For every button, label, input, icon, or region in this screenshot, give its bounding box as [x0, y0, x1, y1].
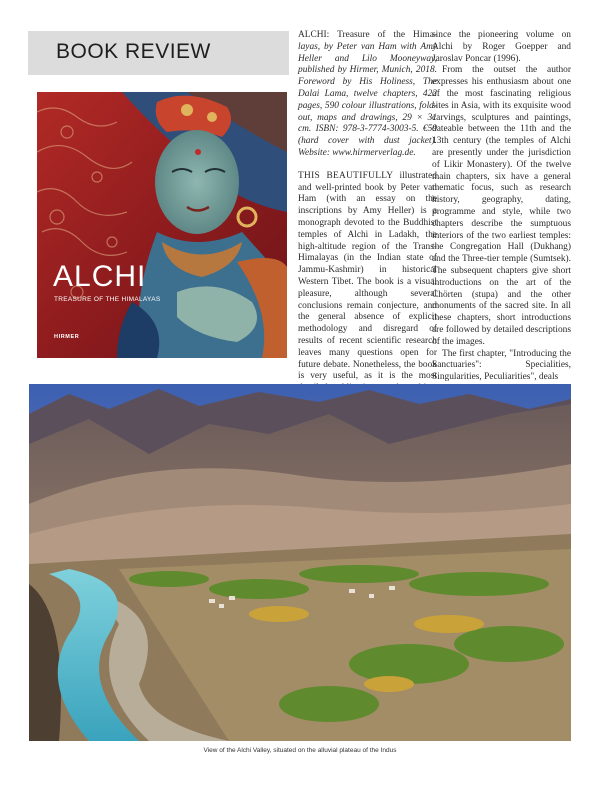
article-column-1 [298, 30, 437, 380]
section-title: BOOK REVIEW [56, 40, 211, 63]
paragraph-1 [298, 171, 437, 407]
paragraph-1-lead: THIS BEAUTIFULLY [298, 170, 394, 181]
cover-title: ALCHI [53, 260, 147, 293]
book-cover-image [37, 92, 287, 358]
article-column-2 [432, 30, 571, 383]
paragraph-3: The first chapter, "Introducing the Sanctuaries": Specialities, Singularities, Peculiarities", deals [432, 348, 571, 383]
paragraph-1-continued: since the pioneering volume on Alchi by Roger Goepper and Jaroslav Poncar (1996). [432, 30, 571, 64]
biblio-details: layas, by Peter van Ham with Amy Heller and Lilo Mooneyway, published by Hirmer, Munich, 2018. Foreword by His Holiness, The Dalai Lama, twelve chapters, 422 pages, 590 colour illustrations, fold-out, maps and drawings, 29 × 31 cm. ISBN: 978-3-7774-3003-5. €59 (hard cover with dust jacket). Website: www. [298, 41, 437, 158]
cover-painting-illustration [37, 92, 287, 358]
biblio-lead: ALCHI: Treasure of the Hima- [298, 30, 437, 40]
alchi-valley-photo [29, 384, 571, 741]
photo-caption: View of the Alchi Valley, situated on the alluvial plateau of the Indus [203, 747, 397, 754]
cover-subtitle: TREASURE OF THE HIMALAYAS [54, 296, 161, 303]
biblio-website: hirmerverlag.de. [352, 147, 416, 158]
cover-publisher-logo: HIRMER [54, 334, 80, 340]
paragraph-2: From the outset the author expresses his enthusiasm about one of the most fascinating religious sites in Asia, with its exquisite wood carvings, sculptures and paintings, dateable between the 11th and the 13th century (the temples of Alchi are presently under the jurisdiction of Likir Monastery). Of the twelve main chapters, six have a general thematic focus, such as research history, geography, dating, programme and style, while two chapters describe the sumptuous interiors of the two earliest temples: the Congregation Hall (Dukhang) and the Three-tier temple (Sumtsek). The subsequent chapters give short introductions on the art of the Chörten (stupa) and the other monuments of the sacred site. In all these chapters, short introductions are followed by detailed descriptions of the images. [432, 65, 571, 347]
bibliographic-entry [298, 30, 437, 160]
paragraph-1-text: illustrated and well-printed book by Peter van Ham (with an essay on the inscriptions by Amy Heller) is a monograph devoted to the Buddhist temples of Alchi in Ladakh, the high-altitude region of the Trans-Himalayas (in the Indian state of Jammu-Kashmir) in historical Western Tibet. The book is a visual pleasure, although several conclusions remain conjecture, and the general absence of explicit methodology and disregard of results of recent scientific research leaves many questions open for future debate. Nonetheless, the book is very useful, as it is the most [298, 170, 437, 382]
valley-landscape-illustration [29, 384, 571, 741]
